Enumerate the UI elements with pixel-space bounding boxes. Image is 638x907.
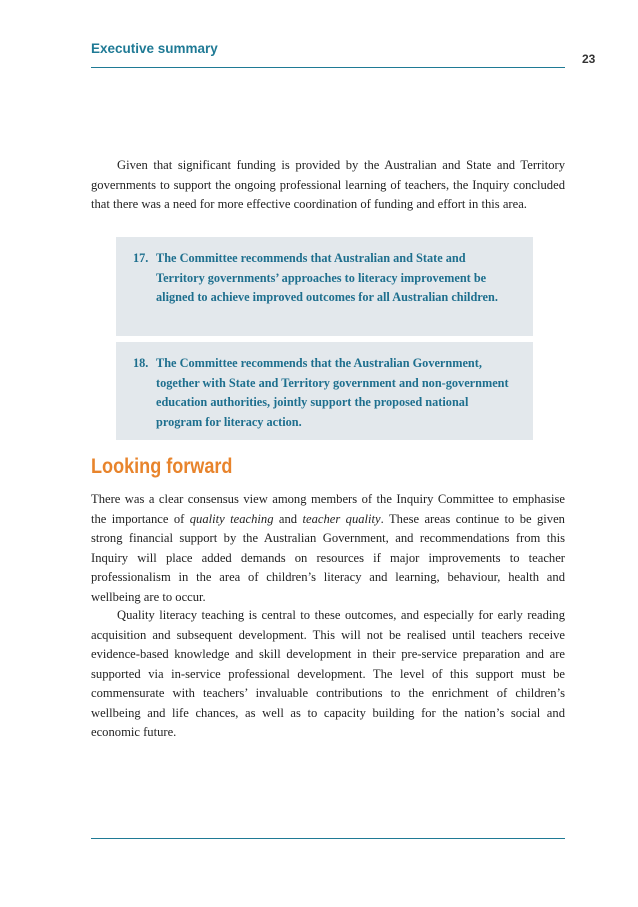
header-rule — [91, 67, 565, 68]
page-number: 23 — [582, 52, 596, 66]
looking-forward-paragraph-2: Quality literacy teaching is central to these outcomes, and especially for early reading acquisition and subsequent development. This will not be realised until teachers receive evidence-based knowledge and skill development in their pre-service preparation and are supported via in-service professional development. The level of this support must be commensurate with teachers’ invaluable contributions to the enrichment of children’s wellbeing and life chances, as well as to capacity building for the nation’s social and economic future. — [91, 608, 565, 739]
recommendation-box-17 — [116, 237, 533, 336]
recommendation-number: 17. — [133, 251, 149, 265]
paragraph-text: . These areas continue to be given strong financial support by the Australian Government, and recommendations from this Inquiry will place added demands on resources if major improvements to teacher professionalism in the area of children’s literacy and learning, behaviour, health and wellbeing are to occur. — [91, 511, 565, 604]
recommendation-text: The Committee recommends that the Australian Government, together with State and Territory government and non-government education authorities, jointly support the proposed national program for literacy action. — [156, 356, 509, 429]
recommendation-number: 18. — [133, 356, 149, 370]
paragraph-text: and — [273, 511, 303, 526]
recommendation-box-18 — [116, 342, 533, 440]
italic-term-teacher-quality: teacher quality — [302, 511, 381, 526]
paragraph-text: There was a clear consensus view among members of the Inquiry Committee to emphasise the importance of — [91, 492, 565, 526]
footer-rule — [91, 838, 565, 839]
intro-paragraph: Given that significant funding is provided by the Australian and State and Territory governments to support the ongoing professional learning of teachers, the Inquiry concluded that there was a need for more effective coordination of funding and effort in this area. — [91, 158, 565, 211]
section-heading-looking-forward: Looking forward — [91, 455, 233, 478]
italic-term-quality-teaching: quality teaching — [189, 511, 274, 526]
page-header-title: Executive summary — [91, 41, 218, 56]
looking-forward-paragraph-1 — [91, 490, 565, 607]
recommendation-text: The Committee recommends that Australian and State and Territory governments’ approaches to literacy improvement be aligned to achieve improved outcomes for all Australian children. — [156, 251, 498, 304]
